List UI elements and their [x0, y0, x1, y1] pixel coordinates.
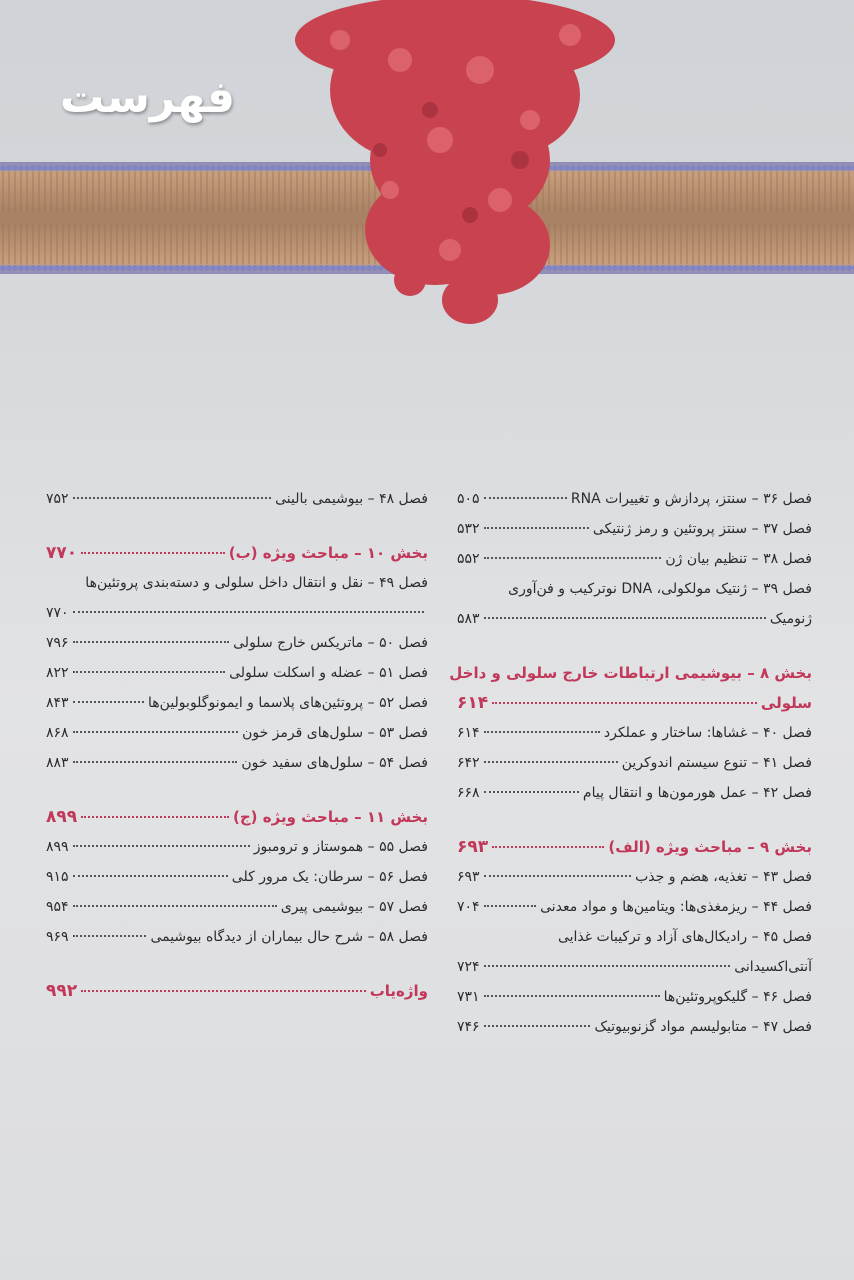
leader-dots — [492, 846, 604, 848]
section-heading[interactable]: بخش ۱۰ – مباحث ویژه (ب) ۷۷۰ — [46, 538, 428, 568]
page-number: ۶۹۳ — [457, 837, 489, 857]
toc-entry[interactable]: فصل ۴۵ – رادیکال‌های آزاد و ترکیبات غذایی — [557, 929, 812, 945]
leader-dots — [81, 552, 225, 554]
leader-dots — [73, 731, 239, 733]
page-number: ۸۲۲ — [46, 665, 69, 681]
leader-dots — [484, 557, 662, 559]
page-number: ۶۶۸ — [457, 785, 480, 801]
toc-entry[interactable]: فصل ۴۱ – تنوع سیستم اندوکرین ۶۴۲ — [457, 748, 812, 778]
toc-right-column — [449, 484, 812, 1042]
toc-entry[interactable]: فصل ۴۹ – نقل و انتقال داخل سلولی و دسته‌بندی پروتئین‌ها — [85, 575, 428, 591]
page-number: ۸۸۳ — [46, 755, 69, 771]
page-number: ۹۶۹ — [46, 929, 69, 945]
toc-entry[interactable]: فصل ۳۷ – سنتز پروتئین و رمز ژنتیکی ۵۳۲ — [457, 514, 812, 544]
toc-entry[interactable]: فصل ۵۱ – عضله و اسکلت سلولی ۸۲۲ — [46, 658, 428, 688]
toc-entry[interactable]: فصل ۵۰ – ماتریکس خارج سلولی ۷۹۶ — [46, 628, 428, 658]
toc-entry-continuation[interactable] — [46, 598, 428, 628]
toc-entry[interactable]: فصل ۴۴ – ریزمغذی‌ها: ویتامین‌ها و مواد معدنی ۷۰۴ — [457, 892, 812, 922]
toc-entry[interactable]: فصل ۵۲ – پروتئین‌های پلاسما و ایمونوگلوبولین‌ها ۸۴۳ — [46, 688, 428, 718]
leader-dots — [484, 995, 660, 997]
leader-dots — [81, 990, 366, 992]
leader-dots — [73, 611, 424, 613]
page-number: ۷۴۶ — [457, 1019, 480, 1035]
toc-entry[interactable]: فصل ۵۵ – هموستاز و ترومبوز ۸۹۹ — [46, 832, 428, 862]
page-number: ۶۱۴ — [457, 725, 480, 741]
toc-entry[interactable]: فصل ۵۶ – سرطان: یک مرور کلی ۹۱۵ — [46, 862, 428, 892]
toc-entry[interactable]: فصل ۴۸ – بیوشیمی بالینی ۷۵۲ — [46, 484, 428, 514]
page-number: ۸۹۹ — [46, 839, 69, 855]
toc-entry[interactable]: فصل ۴۳ – تغذیه، هضم و جذب ۶۹۳ — [457, 862, 812, 892]
page-number: ۶۱۴ — [457, 693, 489, 713]
toc-entry[interactable]: فصل ۳۹ – ژنتیک مولکولی، DNA نوترکیب و فن‌آوری — [508, 581, 812, 597]
leader-dots — [484, 731, 600, 733]
section-heading[interactable]: بخش ۹ – مباحث ویژه (الف) ۶۹۳ — [457, 832, 812, 862]
toc-entry-continuation[interactable]: ژنومیک ۵۸۳ — [457, 604, 812, 634]
page-number: ۷۹۶ — [46, 635, 69, 651]
page-number: ۹۵۴ — [46, 899, 69, 915]
page-number: ۹۱۵ — [46, 869, 69, 885]
leader-dots — [81, 816, 229, 818]
leader-dots — [492, 702, 757, 704]
leader-dots — [73, 875, 228, 877]
page-number: ۷۳۱ — [457, 989, 480, 1005]
page-number: ۷۰۴ — [457, 899, 480, 915]
page-number: ۶۴۲ — [457, 755, 480, 771]
leader-dots — [484, 965, 731, 967]
toc-entry[interactable]: فصل ۵۴ – سلول‌های سفید خون ۸۸۳ — [46, 748, 428, 778]
page-number: ۵۵۲ — [457, 551, 480, 567]
toc-entry[interactable]: فصل ۳۸ – تنظیم بیان ژن ۵۵۲ — [457, 544, 812, 574]
leader-dots — [73, 935, 147, 937]
leader-dots — [73, 905, 277, 907]
page-number: ۷۲۴ — [457, 959, 480, 975]
page-number: ۵۰۵ — [457, 491, 480, 507]
leader-dots — [73, 761, 238, 763]
toc-entry[interactable]: فصل ۴۶ – گلیکوپروتئین‌ها ۷۳۱ — [457, 982, 812, 1012]
index-heading[interactable]: واژه‌یاب ۹۹۲ — [46, 976, 428, 1006]
toc-entry[interactable]: فصل ۵۳ – سلول‌های قرمز خون ۸۶۸ — [46, 718, 428, 748]
page-number: ۵۳۲ — [457, 521, 480, 537]
page-number: ۸۹۹ — [46, 807, 78, 827]
page-number: ۷۷۰ — [46, 605, 69, 621]
leader-dots — [73, 845, 250, 847]
page-number: ۷۵۲ — [46, 491, 69, 507]
leader-dots — [484, 905, 537, 907]
leader-dots — [484, 791, 579, 793]
toc-entry[interactable]: فصل ۳۶ – سنتز، پردازش و تغییرات RNA ۵۰۵ — [457, 484, 812, 514]
leader-dots — [484, 527, 589, 529]
page-number: ۵۸۳ — [457, 611, 480, 627]
toc-entry[interactable]: فصل ۵۸ – شرح حال بیماران از دیدگاه بیوشیمی ۹۶۹ — [46, 922, 428, 952]
leader-dots — [73, 701, 144, 703]
toc-entry[interactable]: فصل ۴۷ – متابولیسم مواد گزنوبیوتیک ۷۴۶ — [457, 1012, 812, 1042]
page-number: ۶۹۳ — [457, 869, 480, 885]
page-number: ۷۷۰ — [46, 543, 78, 563]
toc-entry[interactable]: فصل ۴۰ – غشاها: ساختار و عملکرد ۶۱۴ — [457, 718, 812, 748]
toc-entry-continuation[interactable]: آنتی‌اکسیدانی ۷۲۴ — [457, 952, 812, 982]
page-number: ۹۹۲ — [46, 981, 78, 1001]
leader-dots — [484, 761, 618, 763]
section-heading[interactable]: بخش ۸ – بیوشیمی ارتباطات خارج سلولی و داخل — [449, 664, 812, 682]
leader-dots — [484, 875, 632, 877]
leader-dots — [484, 1025, 591, 1027]
leader-dots — [73, 497, 272, 499]
page-number: ۸۶۸ — [46, 725, 69, 741]
leader-dots — [484, 617, 766, 619]
leader-dots — [73, 641, 230, 643]
section-heading[interactable]: بخش ۱۱ – مباحث ویژه (ج) ۸۹۹ — [46, 802, 428, 832]
page-number: ۸۴۳ — [46, 695, 69, 711]
toc-entry[interactable]: فصل ۵۷ – بیوشیمی پیری ۹۵۴ — [46, 892, 428, 922]
leader-dots — [484, 497, 567, 499]
protein-illustration — [280, 0, 630, 330]
toc-left-column — [46, 484, 428, 1006]
page-title: فهرست — [60, 72, 236, 123]
section-heading-continuation[interactable]: سلولی ۶۱۴ — [457, 688, 812, 718]
leader-dots — [73, 671, 226, 673]
toc-entry[interactable]: فصل ۴۲ – عمل هورمون‌ها و انتقال پیام ۶۶۸ — [457, 778, 812, 808]
